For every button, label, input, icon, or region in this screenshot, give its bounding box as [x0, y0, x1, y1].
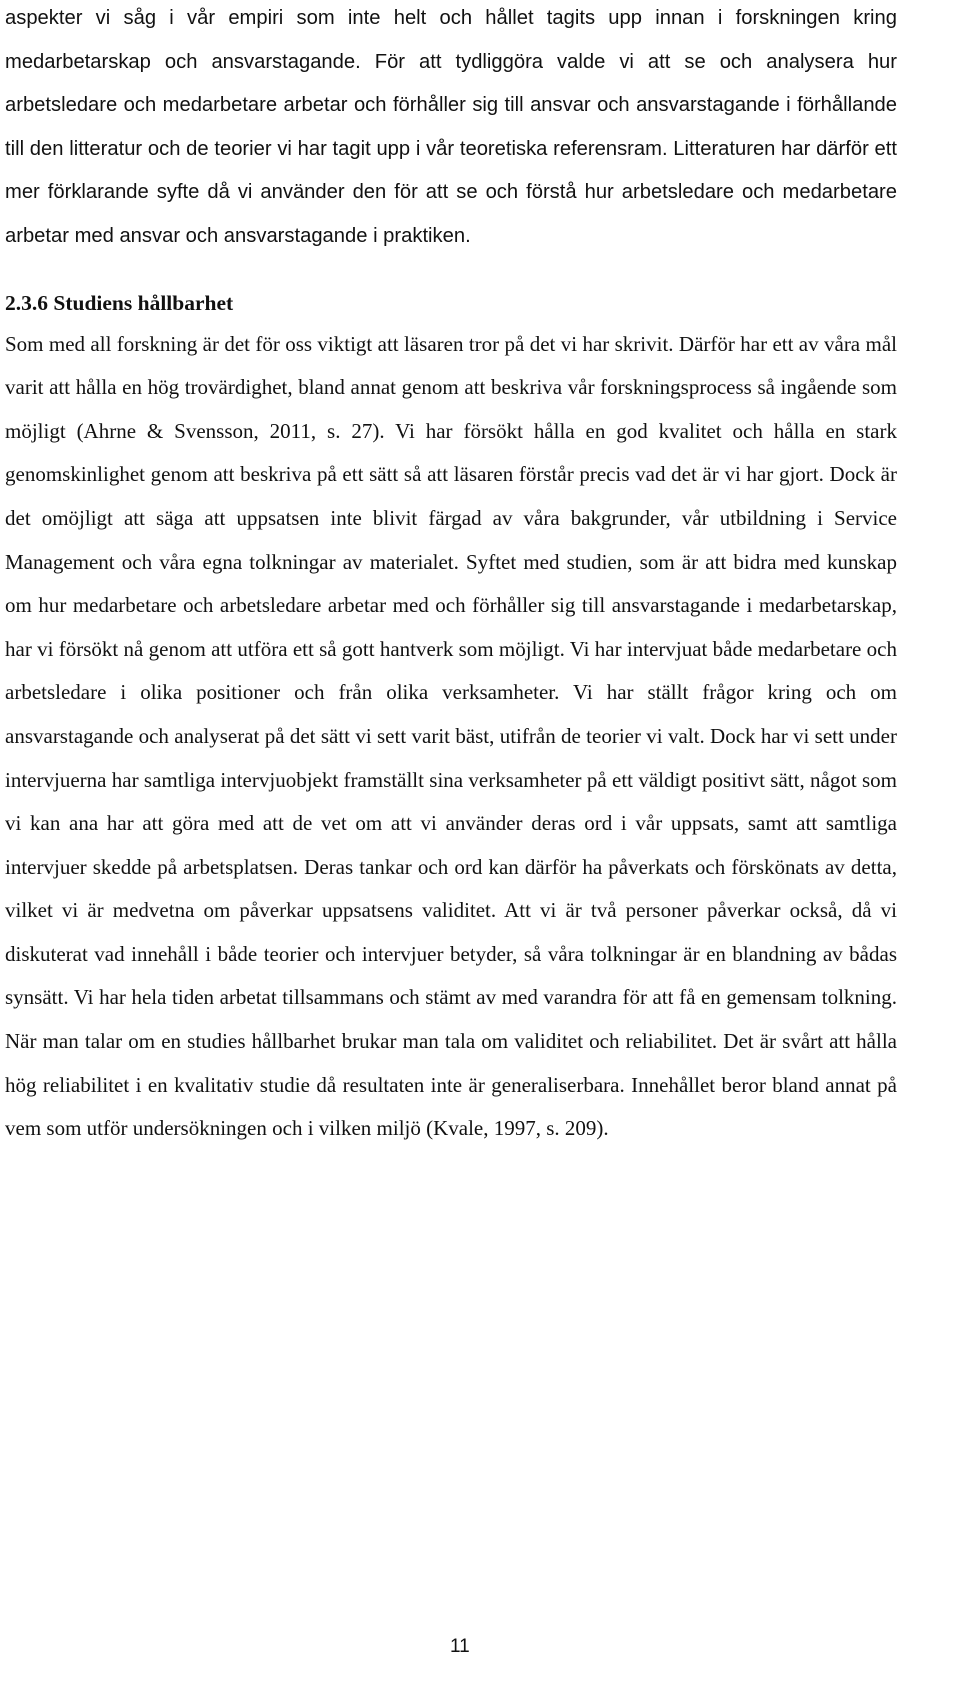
document-page	[5, 0, 897, 1151]
body-paragraph-theory-purpose: aspekter vi såg i vår empiri som inte helt och hållet tagits upp innan i forskningen kring medarbetarskap och ansvarstagande. För att tydliggöra valde vi att se och analysera hur arbetsledare och medarbetare arbetar och förhåller sig till ansvar och ansvarstagande i förhållande till den litteratur och de teorier vi har tagit upp i vår teoretiska referensram. Litteraturen har därför ett mer förklarande syfte då vi använder den för att se och förstå hur arbetsledare och medarbetare arbetar med ansvar och ansvarstagande i praktiken.	[5, 7, 897, 247]
section-heading-studiens-hallbarhet: 2.3.6 Studiens hållbarhet	[5, 290, 234, 315]
body-paragraph-sustainability: Som med all forskning är det för oss viktigt att läsaren tror på det vi har skrivit. Därför har ett av våra mål varit att hålla en hög trovärdighet, bland annat genom att beskriva vår forskningsprocess så ingående som möjligt (Ahrne & Svensson, 2011, s. 27). Vi har försökt hålla en god kvalitet och hålla en stark genomskinlighet genom att beskriva på ett sätt så att läsaren förstår precis vad det är vi har gjort. Dock är det omöjligt att säga att uppsatsen inte blivit färgad av våra bakgrunder, vår utbildning i Service Management och våra egna tolkningar av materialet. Syftet med studien, som är att bidra med kunskap om hur medarbetare och arbetsledare arbetar med och förhåller sig till ansvarstagande i medarbetarskap, har vi försökt nå genom att utföra ett så gott hantverk som möjligt. Vi har intervjuat både medarbetare och arbetsledare i olika positioner och från olika verksamheter. Vi har ställt frågor kring och om ansvarstagande och analyserat på det sätt vi sett varit bäst, utifrån de teorier vi valt. Dock har vi sett under intervjuerna har samtliga intervjuobjekt framställt sina verksamheter på ett väldigt positivt sätt, något som vi kan ana har att göra med att de vet om att vi använder deras ord i vår uppsats, samt att samtliga intervjuer skedde på arbetsplatsen. Deras tankar och ord kan därför ha påverkats och förskönats av detta, vilket vi är medvetna om påverkar uppsatsens validitet. Att vi är två personer påverkar också, då vi diskuterat vad innehåll i både teorier och intervjuer betyder, så våra tolkningar är en blandning av bådas synsätt. Vi har hela tiden arbetat tillsammans och stämt av med varandra för att få en gemensam tolkning. När man talar om en studies hållbarhet brukar man tala om validitet och reliabilitet. Det är svårt att hålla hög reliabilitet i en kvalitativ studie då resultaten inte är generaliserbara. Innehållet beror bland annat på vem som utför undersökningen och i vilken miljö (Kvale, 1997, s. 209).	[5, 331, 897, 1141]
page-number: 11	[450, 1636, 470, 1657]
